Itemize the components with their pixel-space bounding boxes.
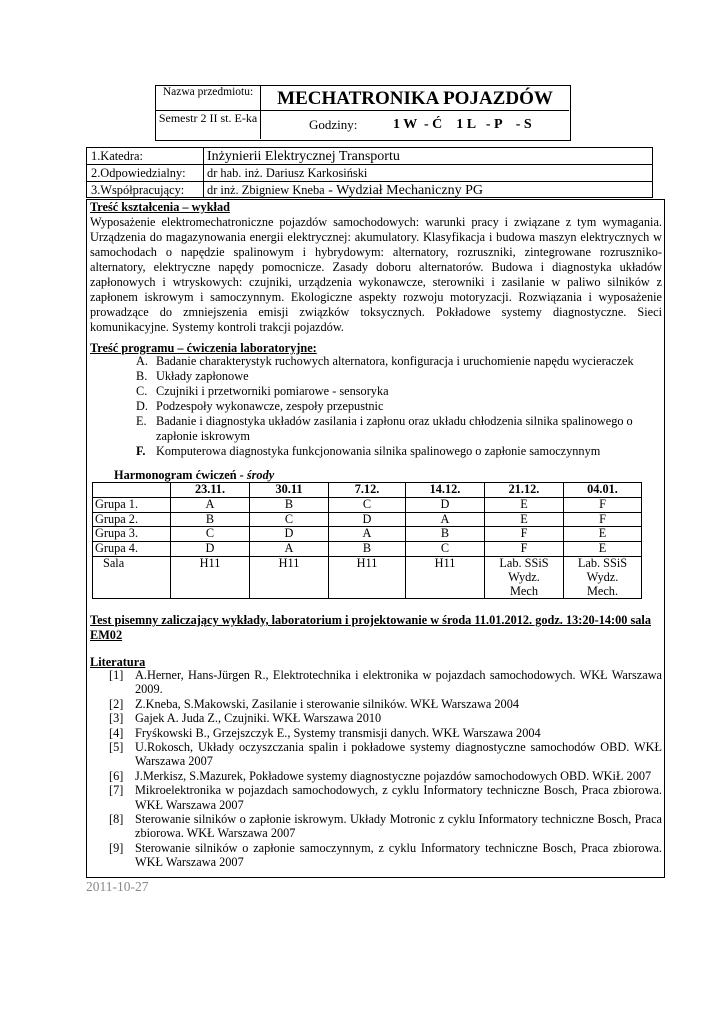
- list-item: [4] Fryśkowski B., Grzejszczyk E., Systemy transmisji danych. WKŁ Warszawa 2004: [109, 725, 541, 740]
- course-content-heading: Treść kształcenia – wykład: [90, 200, 230, 214]
- table-cell: Lab. SSiS Wydz. Mech: [485, 556, 564, 598]
- info-row-cooperating: [86, 181, 653, 198]
- list-item: [3] Gajek A. Juda Z., Czujniki. WKŁ Warszawa 2010: [109, 711, 382, 726]
- table-cell: Grupa 4.: [93, 542, 171, 557]
- table-header: 23.11.: [171, 483, 250, 498]
- course-content-text: Wyposażenie elektromechatroniczne pojazdów samochodowych: warunki pracy i związane z tym wymagania. Urządzenia do magazynowania energii elektrycznej: akumulatory. Klasyfikacja i budowa maszyn elektrycznych w samochodach o napędzie spalinowym i hybrydowym: alternatory, rozruszniki, zintegrowane rozruszniko-alternatory, elektryczne napędy pomocnicze. Zasady doboru alternatorów. Budowa i diagnostyka układów zapłonowych i wtryskowych: czujniki, urządzenia wykonawcze, sterowniki i zasilanie w paliwo silników z zapłonem iskrowym i samoczynnym. Ekologiczne aspekty rozwoju motoryzacji. Rozwiązania i wyposażenie prowadzące do zmniejszenia emisji związków toksycznych. Pokładowe systemy diagnostyczne. Sieci komunikacyjne. Systemy kontroli trakcji pojazdów.: [90, 215, 662, 334]
- department-name: Inżynierii Elektrycznej Transportu: [207, 149, 400, 164]
- schedule-table: [92, 482, 642, 599]
- info-value: [203, 182, 483, 198]
- table-cell: F: [485, 542, 564, 557]
- program-heading: Treść programu – ćwiczenia laboratoryjne:: [90, 341, 317, 355]
- info-row-department: [86, 147, 653, 164]
- table-cell: F: [564, 512, 642, 527]
- table-cell: C: [406, 542, 485, 557]
- table-header-row: [93, 483, 642, 498]
- list-item: A. Badanie charakterystyk ruchowych alternatora, konfiguracja i uruchomienie napędu wycieraczek: [136, 354, 634, 368]
- info-key: 1.Katedra:: [91, 149, 143, 163]
- list-item: [7] Mikroelektronika w pojazdach samochodowych, z cyklu Informatory techniczne Bosch, Praca zbiorowa. WKŁ Warszawa 2007: [109, 783, 662, 812]
- table-header: 21.12.: [485, 483, 564, 498]
- table-row-room: [93, 556, 642, 598]
- table-row: [93, 497, 642, 512]
- table-cell: H11: [329, 556, 406, 598]
- table-header: [93, 483, 171, 498]
- course-info-table: [86, 147, 653, 199]
- hours-label: Godziny:: [309, 117, 358, 132]
- list-item: [5] U.Rokosch, Układy oczyszczania spalin i pokładowe systemy diagnostyczne samochodów OBD. WKŁ Warszawa 2007: [109, 740, 662, 769]
- table-row: [93, 512, 642, 527]
- table-cell: A: [250, 542, 329, 557]
- table-cell: B: [406, 527, 485, 542]
- hours-cell: [261, 111, 569, 139]
- table-cell: Grupa 1.: [93, 497, 171, 512]
- course-header: [155, 85, 571, 141]
- table-cell: E: [485, 512, 564, 527]
- semester-label: Semestr 2 II st. E-ka: [156, 111, 261, 139]
- course-title: MECHATRONIKA POJAZDÓW: [261, 86, 569, 111]
- document-date: 2011-10-27: [86, 879, 149, 894]
- info-key: 2.Odpowiedzialny:: [91, 166, 186, 180]
- list-item: E. Badanie i diagnostyka układów zasilania i zapłonu oraz układu chłodzenia silnika spalinowego o zapłonie iskrowym: [136, 414, 633, 443]
- list-item: [6] J.Merkisz, S.Mazurek, Pokładowe systemy diagnostyczne pojazdów samochodowych OBD. WKiŁ 2007: [109, 768, 652, 783]
- table-cell: A: [406, 512, 485, 527]
- table-cell: B: [171, 512, 250, 527]
- table-cell: A: [171, 497, 250, 512]
- list-item: D. Podzespoły wykonawcze, zespoły przepustnic: [136, 399, 384, 413]
- list-item: [1] A.Herner, Hans-Jürgen R., Elektrotechnika i elektronika w pojazdach samochodowych. WKŁ Warszawa 2009.: [109, 668, 662, 697]
- table-cell: Lab. SSiS Wydz. Mech.: [564, 556, 642, 598]
- table-cell: E: [564, 542, 642, 557]
- table-row: [93, 542, 642, 557]
- list-item: F. Komputerowa diagnostyka funkcjonowania silnika spalinowego o zapłonie samoczynnym: [136, 444, 601, 458]
- literature-heading: Literatura: [90, 655, 146, 669]
- table-cell: B: [250, 497, 329, 512]
- list-item: B. Układy zapłonowe: [136, 369, 249, 383]
- info-value: dr hab. inż. Dariusz Karkosiński: [203, 165, 367, 181]
- table-cell: E: [485, 497, 564, 512]
- table-cell: H11: [406, 556, 485, 598]
- table-header: 14.12.: [406, 483, 485, 498]
- info-value: [203, 148, 400, 164]
- table-cell: D: [250, 527, 329, 542]
- table-cell: F: [564, 497, 642, 512]
- table-row: [93, 527, 642, 542]
- table-header: 7.12.: [329, 483, 406, 498]
- table-cell: Sala: [93, 556, 171, 598]
- table-cell: D: [329, 512, 406, 527]
- literature-list: [109, 668, 662, 870]
- table-cell: F: [485, 527, 564, 542]
- syllabus-content: [86, 199, 665, 878]
- schedule-day: środy: [246, 468, 275, 482]
- table-cell: Grupa 3.: [93, 527, 171, 542]
- table-cell: Grupa 2.: [93, 512, 171, 527]
- test-info: Test pisemny zaliczający wykłady, laboratorium i projektowanie w środa 11.01.2012. godz. 13:20-14:00 sala EM02: [90, 613, 651, 642]
- schedule-heading: Harmonogram ćwiczeń - środy: [114, 468, 275, 482]
- course-name-label: Nazwa przedmiotu:: [156, 86, 261, 111]
- table-cell: C: [250, 512, 329, 527]
- list-item: [2] Z.Kneba, S.Makowski, Zasilanie i sterowanie silników. WKŁ Warszawa 2004: [109, 696, 520, 711]
- list-item: [9] Sterowanie silników o zapłonie samoczynnym, z cyklu Informatory techniczne Bosch, Praca zbiorowa. WKŁ Warszawa 2007: [109, 840, 662, 870]
- table-cell: D: [171, 542, 250, 557]
- cooperating-faculty: - Wydział Mechaniczny PG: [324, 183, 483, 198]
- table-header: 30.11: [250, 483, 329, 498]
- info-key: 3.Współpracujący:: [91, 183, 185, 197]
- table-cell: C: [329, 497, 406, 512]
- table-cell: B: [329, 542, 406, 557]
- list-item: [8] Sterowanie silników o zapłonie iskrowym. Układy Motronic z cyklu Informatory techniczne Bosch, Praca zbiorowa. WKŁ Warszawa 2007: [109, 812, 662, 841]
- table-header: 04.01.: [564, 483, 642, 498]
- table-cell: H11: [171, 556, 250, 598]
- table-cell: H11: [250, 556, 329, 598]
- list-item: C. Czujniki i przetworniki pomiarowe - sensoryka: [136, 384, 389, 398]
- program-list: [136, 354, 636, 459]
- table-cell: C: [171, 527, 250, 542]
- table-cell: A: [329, 527, 406, 542]
- cooperating-person: dr inż. Zbigniew Kneba: [207, 183, 325, 197]
- table-cell: E: [564, 527, 642, 542]
- table-cell: D: [406, 497, 485, 512]
- hours-values: 1 W - Ć 1 L - P - S: [393, 117, 532, 132]
- info-row-responsible: [86, 164, 653, 181]
